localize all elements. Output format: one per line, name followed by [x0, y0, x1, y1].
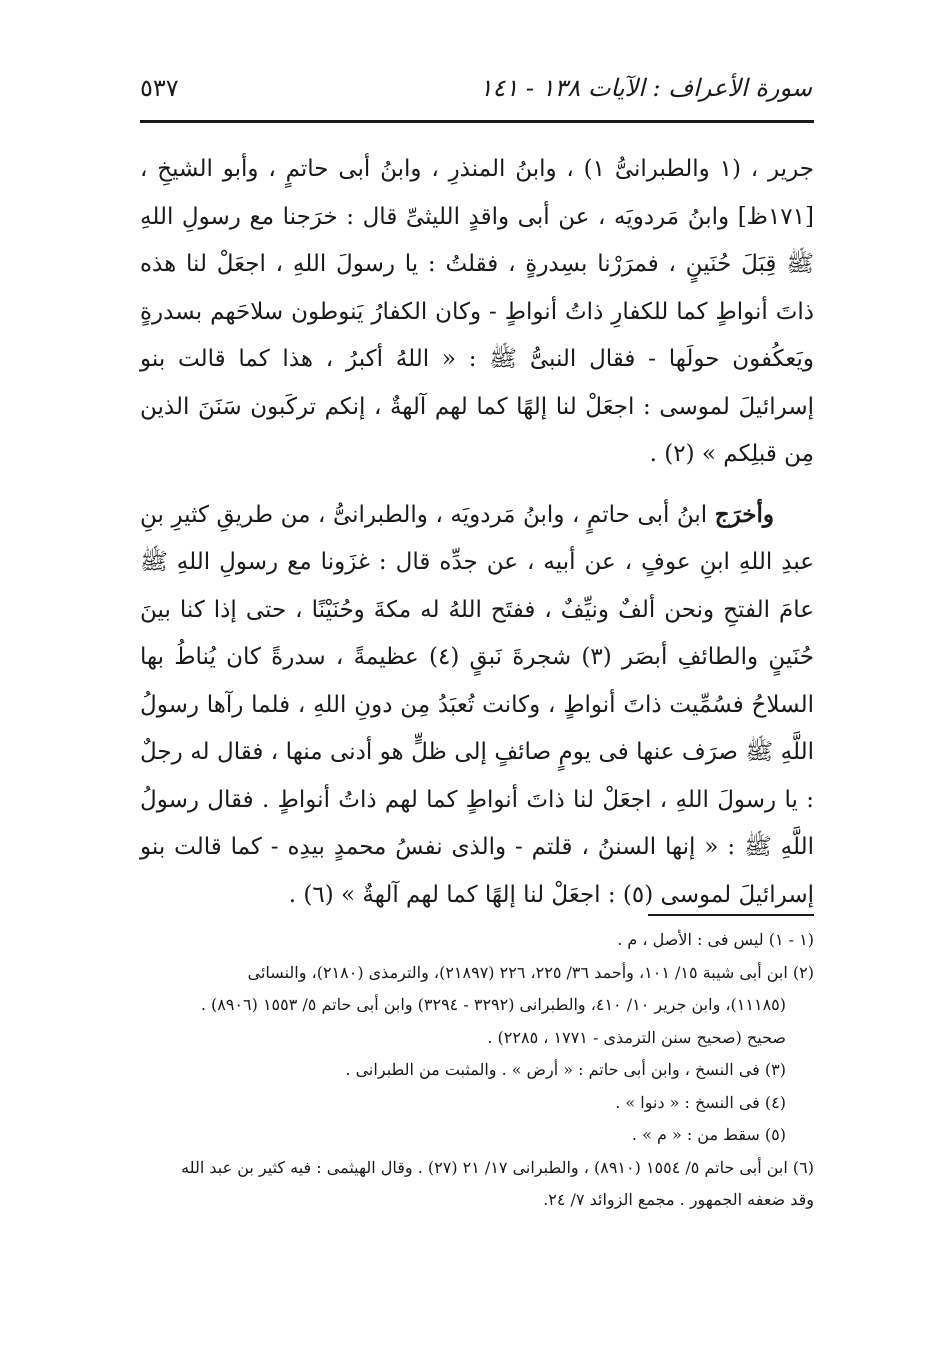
footnote-line: (٢) ابن أبى شيبة ١٥/ ١٠١، وأحمد ٣٦/ ٢٢٥، ٢٢٦ (٢١٨٩٧)، والترمذى (٢١٨٠)، والنسائى [247, 962, 814, 982]
running-title: سورة الأعراف : الآيات ١٣٨ - ١٤١ [479, 74, 812, 102]
footnote-line: (١ - ١) ليس فى : الأصل ، م . [617, 930, 814, 949]
page-header [140, 68, 812, 108]
footnote-line: صحيح (صحيح سنن الترمذى - ١٧٧١ ، ٢٢٨٥) . [487, 1027, 786, 1047]
footnote-line: (٦) ابن أبى حاتم ٥/ ١٥٥٤ (٨٩١٠) ، والطبرانى ١٧/ ٢١ (٢٧) . وقال الهيثمى : فيه كثير بن عبد الله [181, 1157, 814, 1177]
footnote-line: وقد ضعفه الجمهور . مجمع الزوائد ٧/ ٢٤. [543, 1190, 814, 1209]
paragraph-text: جرير ، (١ والطبرانىُّ ١) ، وابنُ المنذرِ ، وابنُ أبى حاتمٍ ، وأبو الشيخِ ، [١٧١ظ] وابنُ مَردويَه ، عن أبى واقدٍ الليثىِّ قال : خرَجنا مع رسولِ اللهِ ﷺ قِبَلَ حُنَينٍ ، فمرَرْنا بسِدرةٍ ، فقلتُ : يا رسولَ اللهِ ، اجعَلْ لنا هذه ذاتَ أنواطٍ كما للكفارِ ذاتُ أنواطٍ - وكان الكفارُ يَنوطون سلاحَهم بسدرةٍ ويَعكُفون حولَها - فقال النبىُّ ﷺ : « اللهُ أكبرُ ، هذا كما قالت بنو إسرائيلَ لموسى : اجعَلْ لنا إلهًا كما لهم آلهةٌ ، إنكم تركَبون سَنَنَ الذين مِن قبلِكم » (٢) . [140, 156, 814, 467]
paragraph-2 [140, 491, 814, 920]
paragraph-text: ابنُ أبى حاتمٍ ، وابنُ مَردويَه ، والطبرانىُّ ، من طريقِ كثيرِ بنِ عبدِ اللهِ ابنِ عوفٍ ، عن أبيه ، عن جدِّه قال : غزَونا مع رسولِ اللهِ ﷺ عامَ الفتحِ ونحن ألفٌ ونيِّفٌ ، ففتَح اللهُ له مكةَ وحُنَيْنًا ، حتى إذا كنا بينَ حُنَينٍ والطائفِ أبصَر (٣) شجرةَ نَبقٍ (٤) عظيمةً ، سدرةً كان يُناطُ بها السلاحُ فسُمِّيت ذاتَ أنواطٍ ، وكانت تُعبَدُ مِن دونِ اللهِ ، فلما رآها رسولُ اللَّهِ ﷺ صرَف عنها فى يومٍ صائفٍ إلى ظلٍّ هو أدنى منها ، فقال له رجلٌ : يا رسولَ اللهِ ، اجعَلْ لنا ذاتَ أنواطٍ كما لهم ذاتُ أنواطٍ . فقال رسولُ اللَّهِ ﷺ : « إنها السننُ ، قلتم - والذى نفسُ محمدٍ بيدِه - كما قالت بنو إسرائيلَ لموسى (٥) : اجعَلْ لنا إلهًا كما لهم آلهةٌ » (٦) . [140, 501, 815, 908]
paragraph-lead: وأخرَج [714, 500, 774, 528]
footnote-line: (٥) سقط من : « م » . [631, 1125, 786, 1144]
page-number: ٥٣٧ [140, 74, 179, 102]
paragraph-1 [140, 145, 814, 479]
footnote-line: (١١١٨٥)، وابن جرير ١٠/ ٤١٠، والطبرانى (٣٢٩٢ - ٣٢٩٤) وابن أبى حاتم ٥/ ١٥٥٣ (٨٩٠٦) . [200, 995, 786, 1014]
header-rule [140, 120, 814, 123]
footnotes [140, 924, 814, 1217]
footnote-line: (٤) فى النسخ : « دنوا » . [615, 1092, 786, 1112]
footnote-line: (٣) فى النسخ ، وابن أبى حاتم : « أرض » . والمثبت من الطبرانى . [345, 1060, 786, 1079]
main-text [140, 145, 814, 919]
footnote-separator [648, 914, 814, 916]
